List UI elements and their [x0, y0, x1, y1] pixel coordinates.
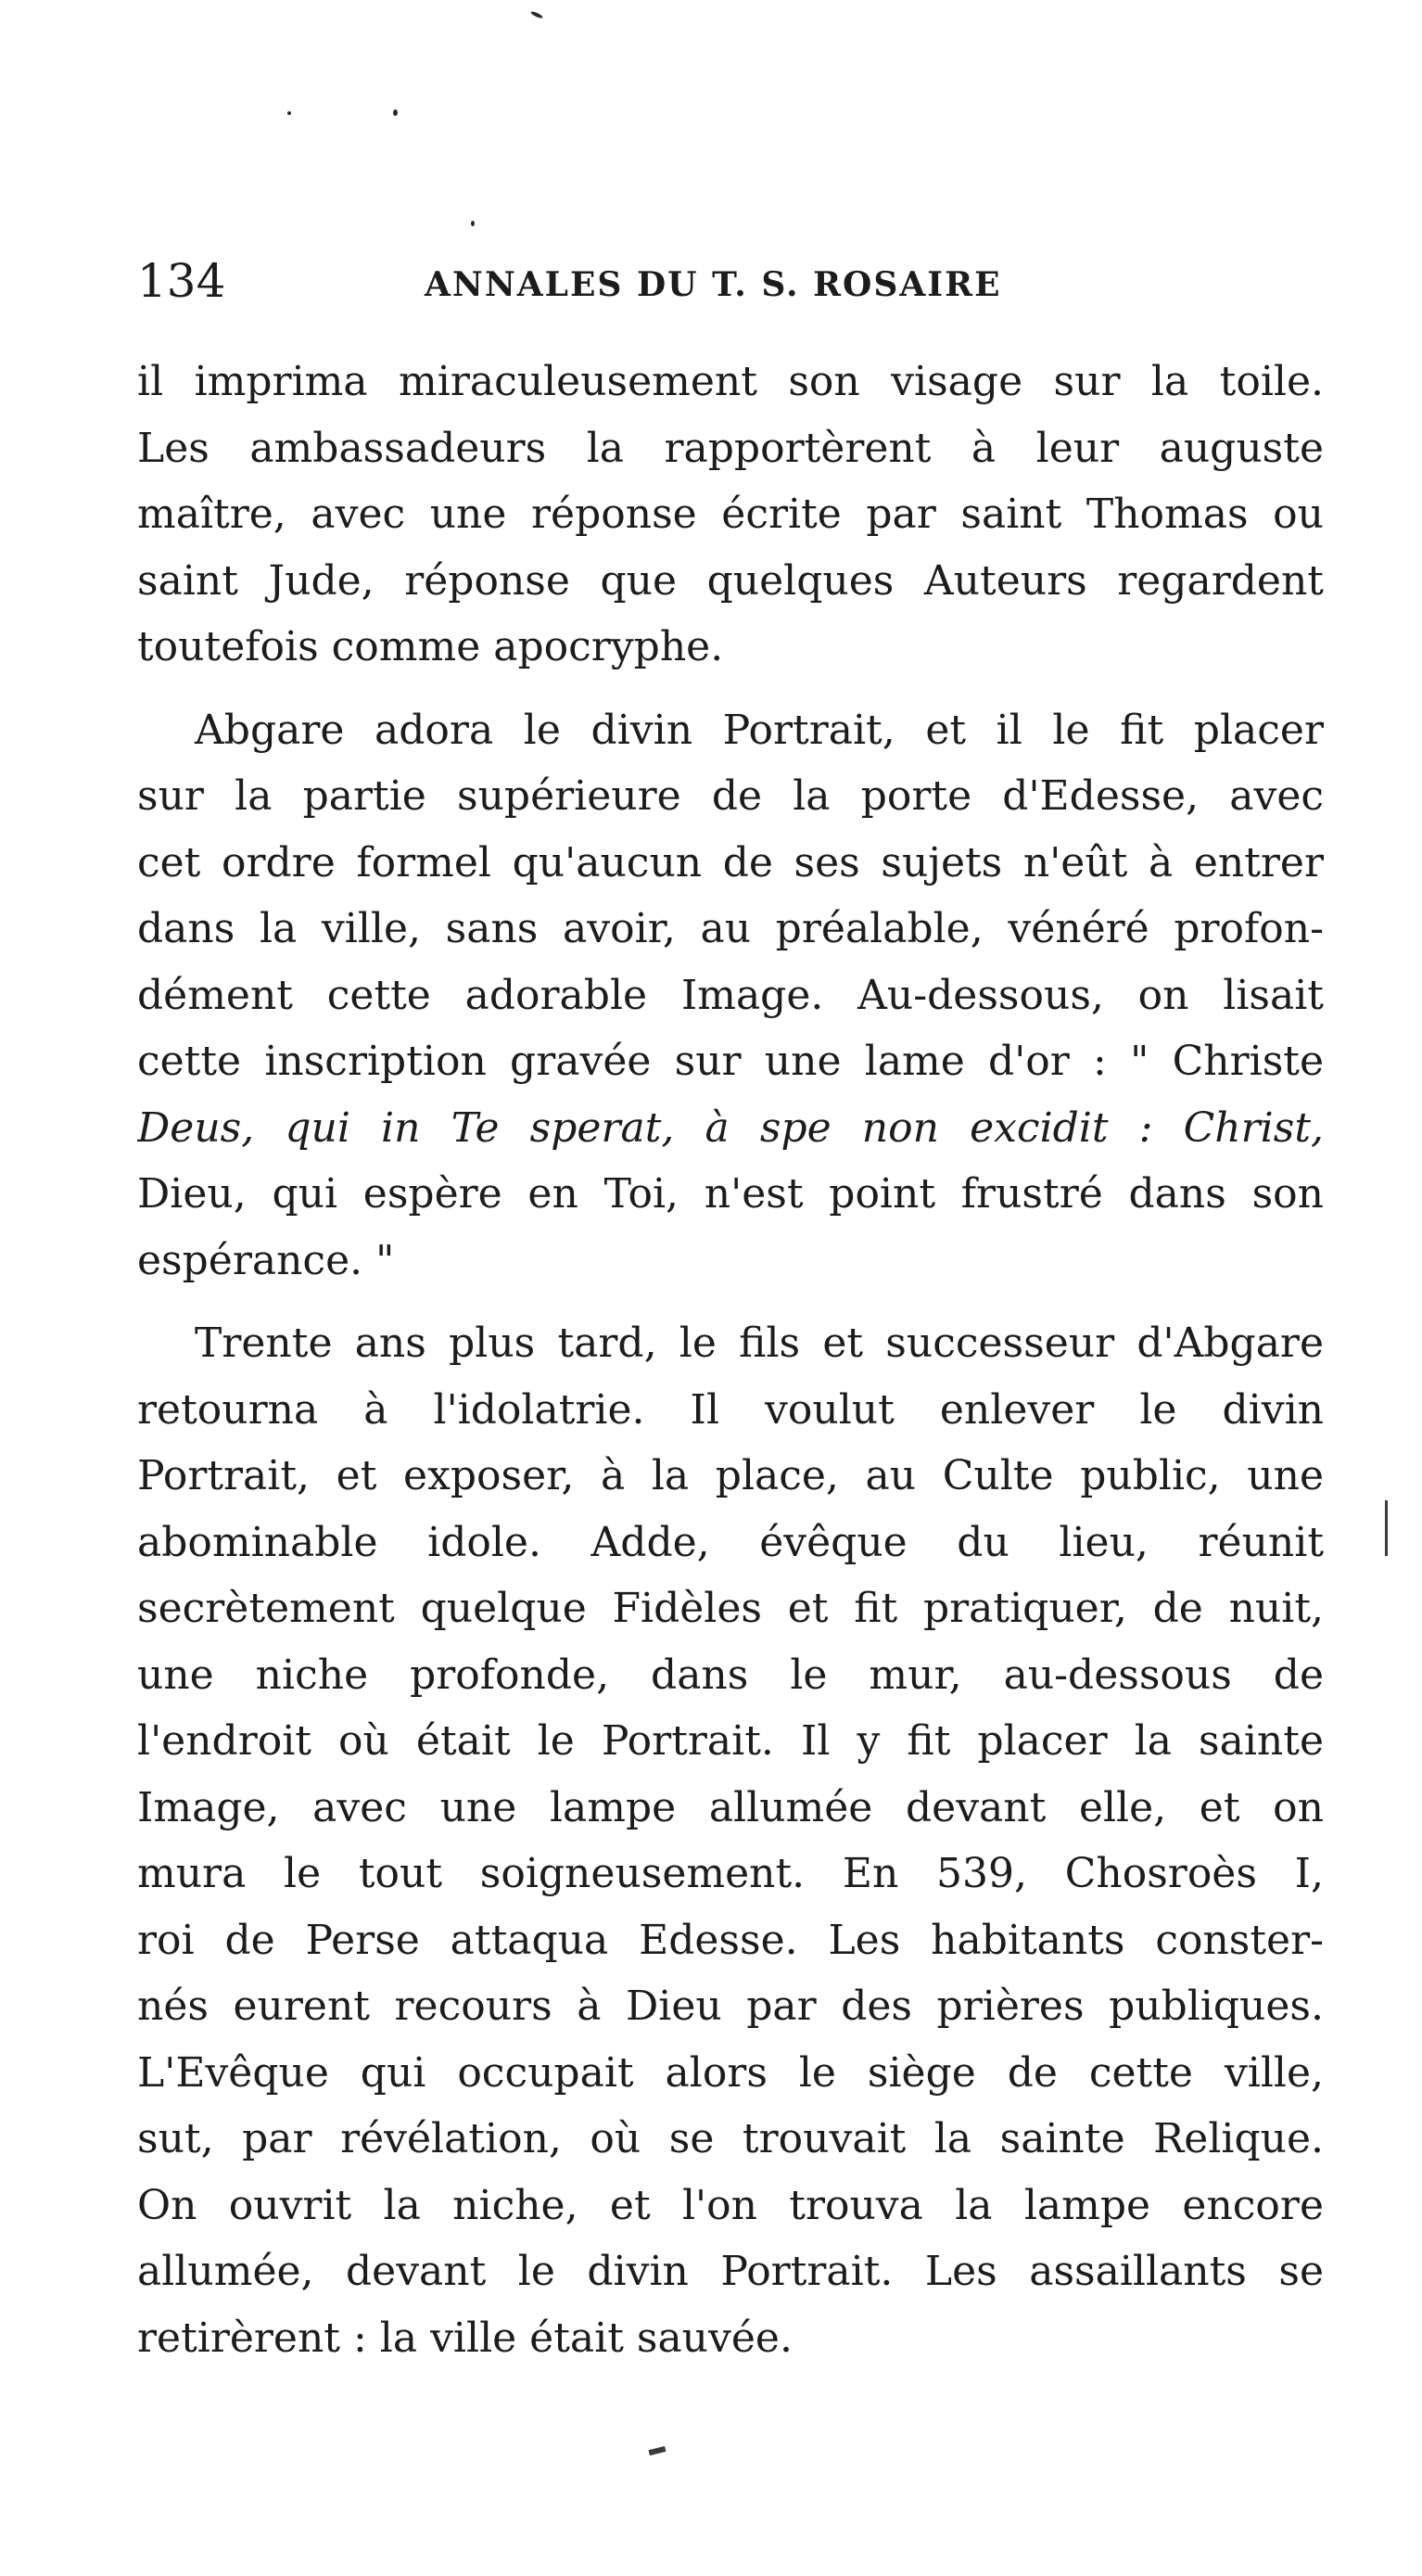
page-header — [137, 249, 1324, 313]
text-line: saint Jude, réponse que quelques Auteurs regardent — [137, 556, 1324, 605]
text-line: Les ambassadeurs la rapportèrent à leur auguste — [137, 424, 1324, 472]
text-line: Portrait, et exposer, à la place, au Culte public, une — [137, 1452, 1324, 1499]
text-line: espérance. " — [137, 1236, 395, 1284]
text-line: secrètement quelque Fidèles et fit pratiquer, de nuit, — [137, 1585, 1324, 1632]
text-line: Deus, qui in Te sperat, à spe non excidit : Christ, — [137, 1103, 1324, 1152]
ink-speck — [287, 111, 291, 115]
text-line: toutefois comme apocryphe. — [137, 623, 724, 670]
ink-speck — [393, 109, 398, 116]
ink-speck — [530, 10, 543, 19]
text-line: cette inscription gravée sur une lame d'or : " Christe — [137, 1038, 1324, 1085]
text-line: l'endroit où était le Portrait. Il y fit placer la sainte — [137, 1717, 1324, 1765]
body-text — [137, 349, 1324, 2371]
text-line: allumée, devant le divin Portrait. Les assaillants se — [137, 2248, 1324, 2295]
text-line: dans la ville, sans avoir, au préalable, vénéré profon- — [137, 905, 1324, 952]
text-line: L'Evêque qui occupait alors le siège de cette ville, — [137, 2048, 1324, 2097]
text-line: sur la partie supérieure de la porte d'Edesse, avec — [137, 772, 1324, 820]
text-line: il imprima miraculeusement son visage sur la toile. — [137, 358, 1324, 405]
ink-speck — [471, 221, 475, 226]
text-line: Abgare adora le divin Portrait, et il le fit placer — [195, 706, 1324, 754]
paragraph-1 — [137, 349, 1324, 681]
margin-mark — [1385, 1500, 1388, 1556]
text-line: mura le tout soigneusement. En 539, Chosroès I, — [137, 1850, 1324, 1897]
text-line: sut, par révélation, où se trouvait la sainte Relique. — [137, 2115, 1324, 2162]
text-line: On ouvrit la niche, et l'on trouva la lampe encore — [137, 2181, 1324, 2229]
text-line: Image, avec une lampe allumée devant elle, et on — [137, 1783, 1324, 1831]
text-line: Trente ans plus tard, le fils et successeur d'Abgare — [195, 1320, 1324, 1367]
ink-speck — [649, 2446, 667, 2455]
text-line: cet ordre formel qu'aucun de ses sujets n'eût à entrer — [137, 838, 1324, 886]
running-head: ANNALES DU T. S. ROSAIRE — [425, 265, 1002, 304]
text-line: roi de Perse attaqua Edesse. Les habitants conster- — [137, 1916, 1324, 1964]
text-line: maître, avec une réponse écrite par saint Thomas ou — [137, 491, 1324, 538]
text-line: retirèrent : la ville était sauvée. — [137, 2314, 793, 2362]
text-line: retourna à l'idolatrie. Il voulut enlever le divin — [137, 1385, 1324, 1434]
text-line: une niche profonde, dans le mur, au-dessous de — [137, 1651, 1324, 1699]
text-line: Dieu, qui espère en Toi, n'est point frustré dans son — [137, 1170, 1324, 1218]
paragraph-2 — [137, 697, 1324, 1294]
paragraph-3 — [137, 1310, 1324, 2371]
page-number: 134 — [137, 254, 226, 308]
text-line: abominable idole. Adde, évêque du lieu, réunit — [137, 1518, 1324, 1566]
text-line: nés eurent recours à Dieu par des prières publiques. — [137, 1983, 1324, 2030]
text-line: dément cette adorable Image. Au-dessous, on lisait — [137, 971, 1324, 1019]
